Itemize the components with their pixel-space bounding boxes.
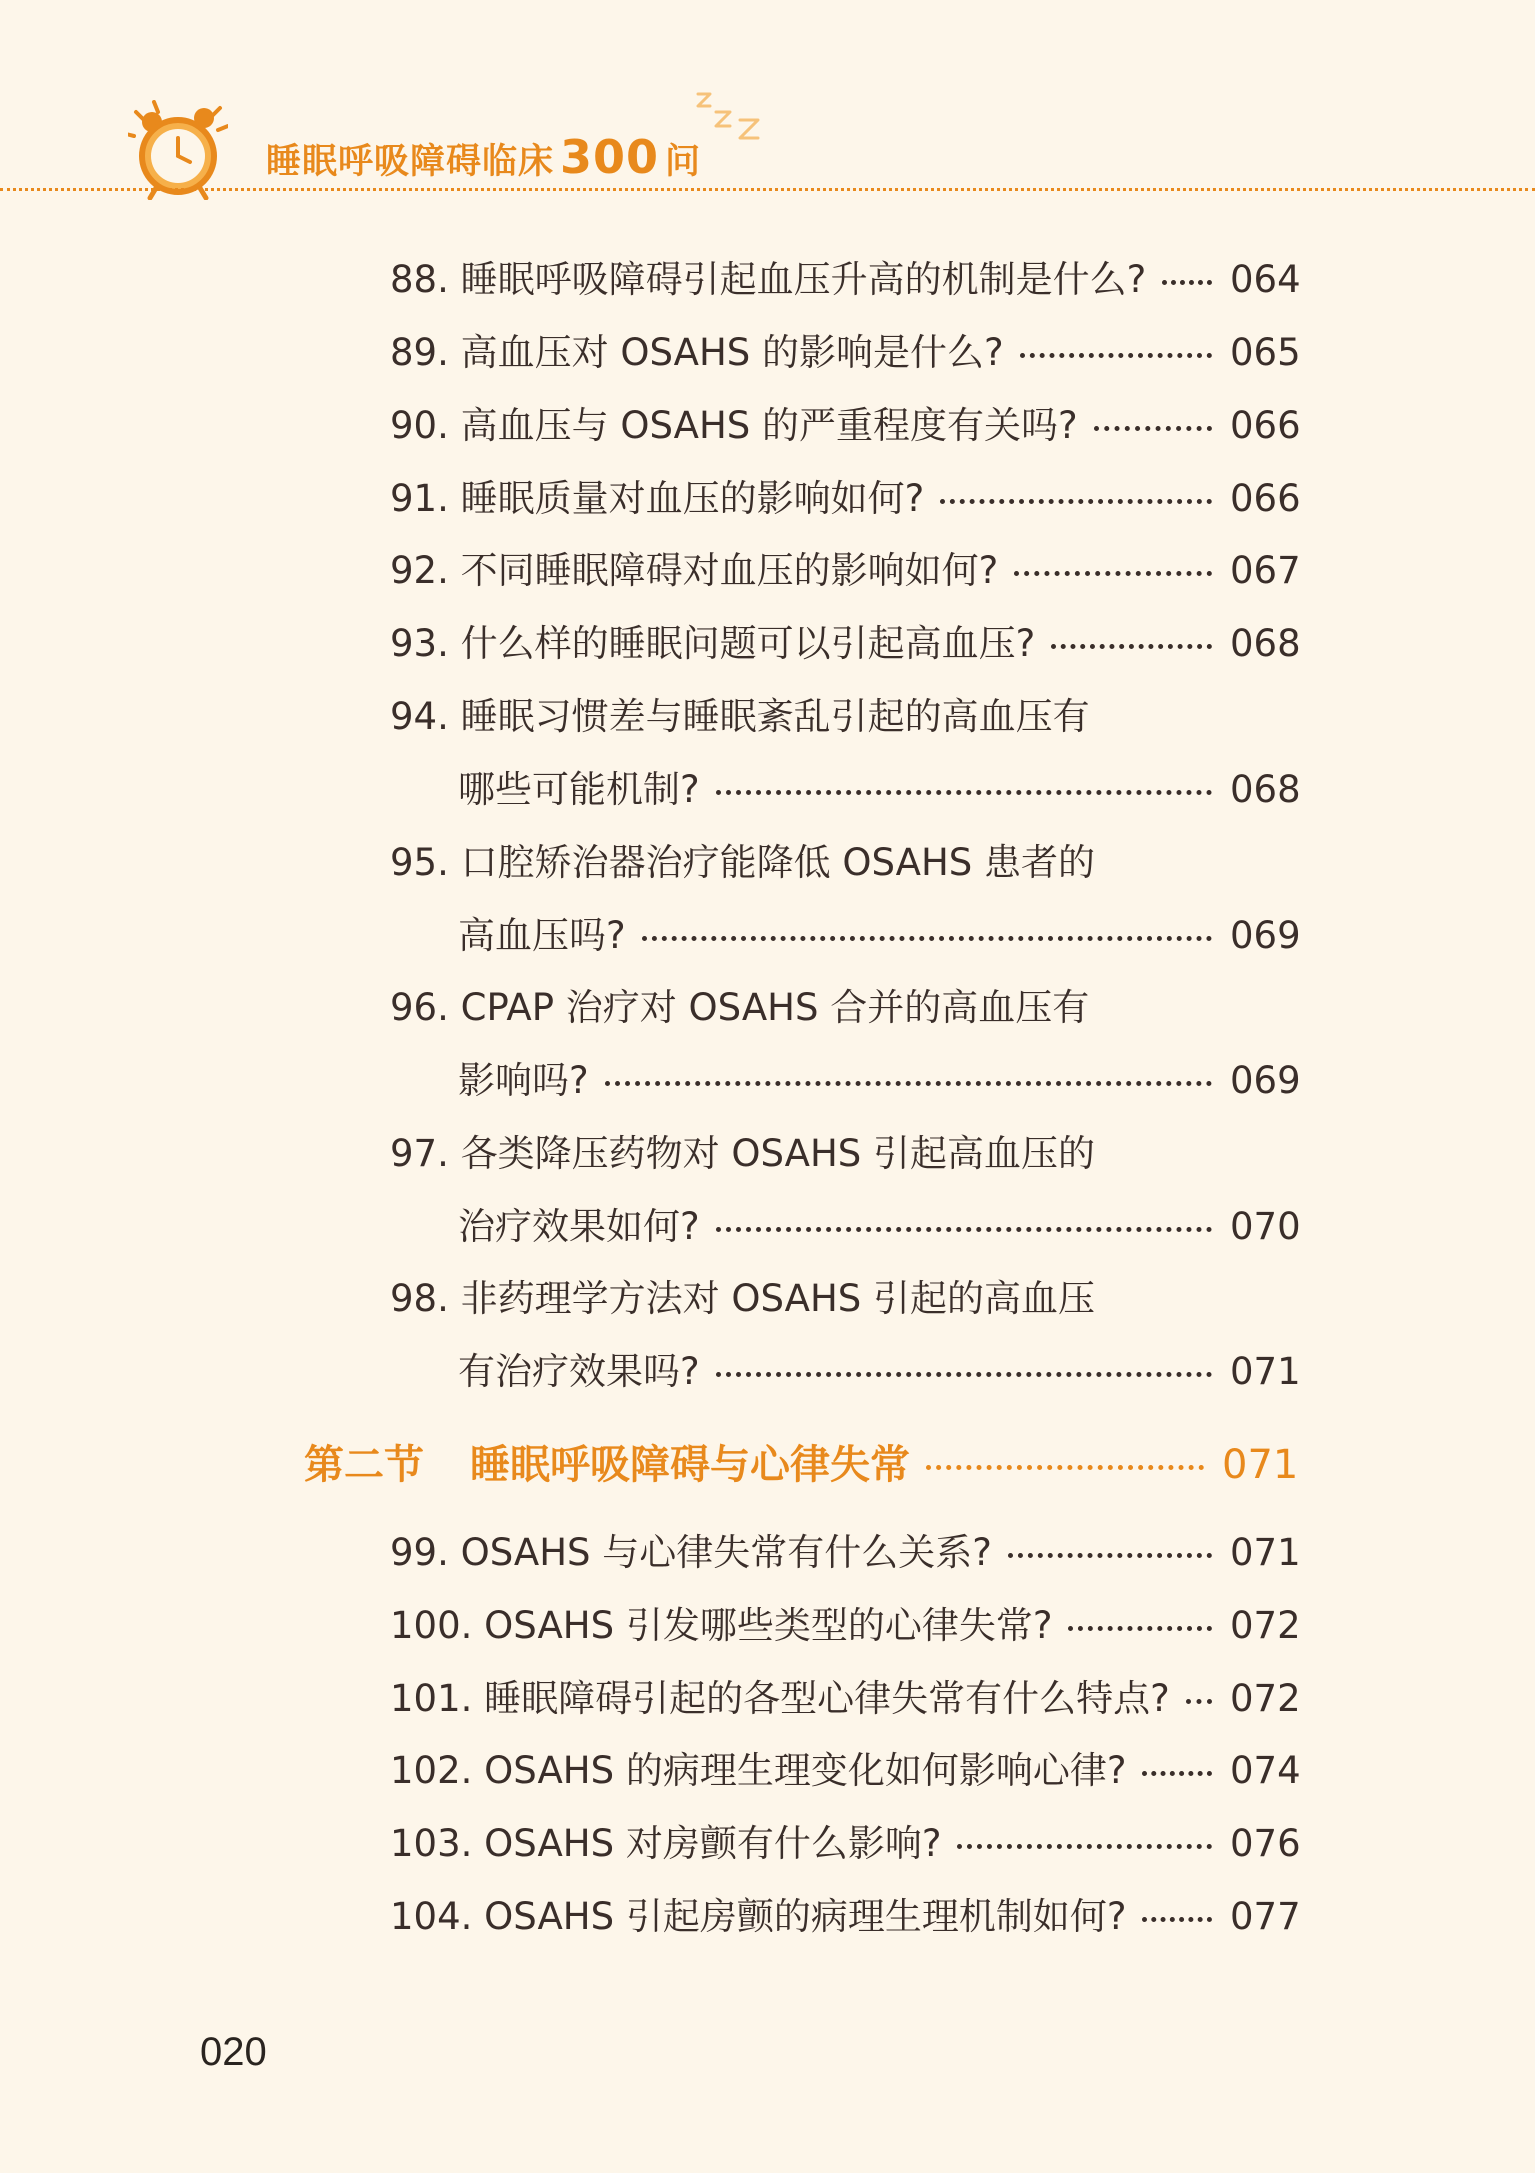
- dot-leader: [716, 1372, 1212, 1377]
- toc-entry-continuation[interactable]: 有治疗效果吗? 071: [458, 1344, 1298, 1400]
- toc-entry[interactable]: 91. 睡眠质量对血压的影响如何? 066: [390, 471, 1298, 527]
- toc-entry[interactable]: 103. OSAHS 对房颤有什么影响? 076: [390, 1816, 1298, 1872]
- toc-entry[interactable]: 101. 睡眠障碍引起的各型心律失常有什么特点? 072: [390, 1671, 1298, 1727]
- dot-leader: [940, 499, 1212, 504]
- toc-entry[interactable]: 94. 睡眠习惯差与睡眠紊乱引起的高血压有: [390, 695, 1090, 738]
- section-heading[interactable]: 第二节 睡眠呼吸障碍与心律失常 071: [304, 1433, 1296, 1497]
- header-rule: [0, 188, 1535, 191]
- toc-entry-continuation[interactable]: 高血压吗? 069: [458, 908, 1298, 964]
- toc-entry[interactable]: 92. 不同睡眠障碍对血压的影响如何? 067: [390, 543, 1298, 599]
- dot-leader: [1068, 1626, 1212, 1631]
- book-title: 睡眠呼吸障碍临床 300 问: [266, 130, 702, 184]
- dot-leader: [1142, 1771, 1212, 1776]
- toc-entry[interactable]: 95. 口腔矫治器治疗能降低 OSAHS 患者的: [390, 841, 1096, 884]
- page-ref: 069: [1230, 914, 1301, 957]
- page-ref: 071: [1222, 1442, 1299, 1488]
- page-ref: 066: [1230, 477, 1301, 520]
- toc-entry[interactable]: 93. 什么样的睡眠问题可以引起高血压? 068: [390, 616, 1298, 672]
- toc-entry[interactable]: 98. 非药理学方法对 OSAHS 引起的高血压: [390, 1277, 1096, 1320]
- toc-entry[interactable]: 90. 高血压与 OSAHS 的严重程度有关吗? 066: [390, 398, 1298, 454]
- running-header: [0, 0, 1535, 200]
- toc-entry[interactable]: 100. OSAHS 引发哪些类型的心律失常? 072: [390, 1598, 1298, 1654]
- toc-entry[interactable]: 88. 睡眠呼吸障碍引起血压升高的机制是什么? 064: [390, 252, 1298, 308]
- toc-entry-continuation[interactable]: 影响吗? 069: [458, 1053, 1298, 1109]
- page-ref: 068: [1230, 622, 1301, 665]
- page-ref: 068: [1230, 768, 1301, 811]
- toc-entry[interactable]: 96. CPAP 治疗对 OSAHS 合并的高血压有: [390, 986, 1090, 1029]
- toc-entry[interactable]: 99. OSAHS 与心律失常有什么关系? 071: [390, 1525, 1298, 1581]
- dot-leader: [1162, 280, 1212, 285]
- page-ref: 071: [1230, 1531, 1301, 1574]
- page-ref: 071: [1230, 1350, 1301, 1393]
- dot-leader: [716, 1227, 1212, 1232]
- page-ref: 065: [1230, 331, 1301, 374]
- page-ref: 072: [1230, 1604, 1301, 1647]
- dot-leader: [1142, 1917, 1212, 1922]
- page-ref: 072: [1230, 1677, 1301, 1720]
- dot-leader: [1008, 1553, 1212, 1558]
- page-ref: 076: [1230, 1822, 1301, 1865]
- toc-entry[interactable]: 89. 高血压对 OSAHS 的影响是什么? 065: [390, 325, 1298, 381]
- toc-entry[interactable]: 104. OSAHS 引起房颤的病理生理机制如何? 077: [390, 1889, 1298, 1945]
- page-ref: 069: [1230, 1059, 1301, 1102]
- dot-leader: [605, 1081, 1212, 1086]
- page-ref: 077: [1230, 1895, 1301, 1938]
- page-number: 020: [200, 2030, 267, 2074]
- page-ref: 074: [1230, 1749, 1301, 1792]
- dot-leader: [1014, 571, 1212, 576]
- page-ref: 067: [1230, 549, 1301, 592]
- dot-leader: [1051, 644, 1212, 649]
- dot-leader: [1186, 1699, 1212, 1704]
- toc-entry[interactable]: 102. OSAHS 的病理生理变化如何影响心律? 074: [390, 1743, 1298, 1799]
- toc-entry[interactable]: 97. 各类降压药物对 OSAHS 引起高血压的: [390, 1132, 1096, 1175]
- dot-leader: [1094, 426, 1212, 431]
- alarm-clock-icon: [128, 100, 228, 200]
- dot-leader: [1020, 353, 1212, 358]
- page-ref: 070: [1230, 1205, 1301, 1248]
- dot-leader: [642, 936, 1212, 941]
- dot-leader: [926, 1465, 1204, 1470]
- dot-leader: [716, 790, 1212, 795]
- zzz-icon: [694, 86, 774, 146]
- page-ref: 066: [1230, 404, 1301, 447]
- toc-entry-continuation[interactable]: 哪些可能机制? 068: [458, 762, 1298, 818]
- dot-leader: [957, 1844, 1212, 1849]
- page-ref: 064: [1230, 258, 1301, 301]
- toc-entry-continuation[interactable]: 治疗效果如何? 070: [458, 1199, 1298, 1255]
